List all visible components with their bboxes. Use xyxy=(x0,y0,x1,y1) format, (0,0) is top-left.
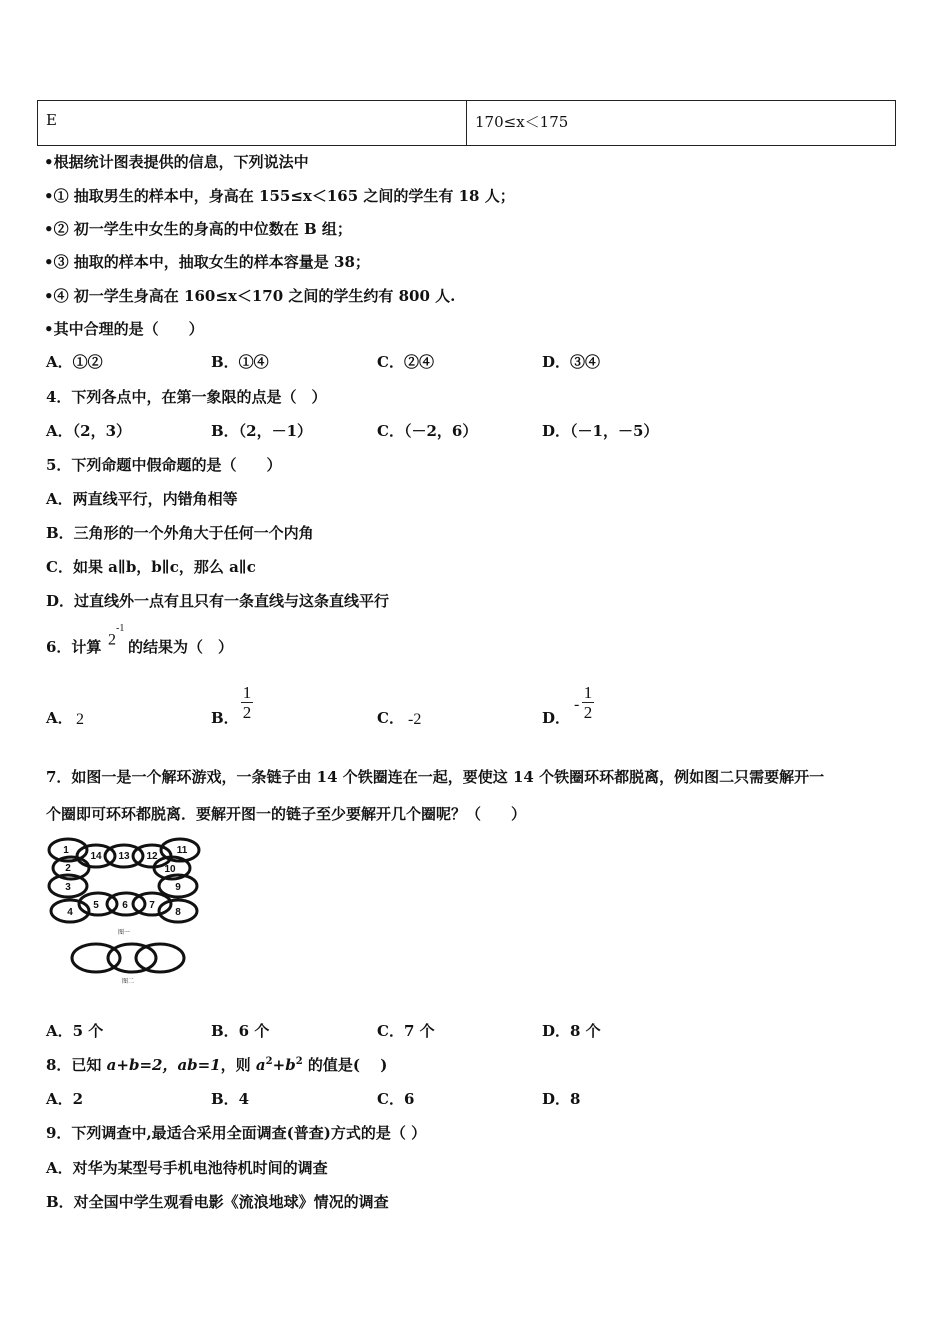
q6-option-b-fraction xyxy=(241,683,253,722)
q4-option-a: A．（2，3） xyxy=(46,422,132,440)
fraction-numerator: 1 xyxy=(242,683,252,702)
fraction-numerator: 1 xyxy=(583,683,593,702)
ring-label-13: 13 xyxy=(118,851,130,862)
statement-4: •④ 初一学生身高在 160≤x＜170 之间的学生约有 800 人. xyxy=(44,287,456,305)
q8-suffix: 的值是( ) xyxy=(302,1056,388,1074)
q7-question-line1: 7．如图一是一个解环游戏，一条链子由 14 个铁圈连在一起，要使这 14 个铁圈环环都脱离，例如图二只需要解开一 xyxy=(46,768,825,786)
q5-option-d: D．过直线外一点有且只有一条直线与这条直线平行 xyxy=(46,592,390,610)
q5-option-c: C．如果 a∥b，b∥c，那么 a∥c xyxy=(46,558,256,576)
ring-label-7: 7 xyxy=(149,900,155,911)
q8-option-d: D．8 xyxy=(542,1090,581,1108)
q7-option-d: D．8 个 xyxy=(542,1022,601,1040)
statement-intro: •根据统计图表提供的信息，下列说法中 xyxy=(44,153,309,171)
statement-2: •② 初一学生中女生的身高的中位数在 B 组； xyxy=(44,220,352,238)
q4-option-b: B．（2，－1） xyxy=(211,422,313,440)
q7-option-b: B．6 个 xyxy=(211,1022,270,1040)
q4-question: 4．下列各点中，在第一象限的点是（ ） xyxy=(46,388,327,406)
chain-rings-figure xyxy=(46,836,202,986)
q8-mid: ，则 xyxy=(220,1056,256,1074)
ring-label-9: 9 xyxy=(175,882,181,893)
q4-option-d: D．（－1，－5） xyxy=(542,422,659,440)
statement-1: •① 抽取男生的样本中，身高在 155≤x＜165 之间的学生有 18 人； xyxy=(44,187,515,205)
q5-question: 5．下列命题中假命题的是（ ） xyxy=(46,456,282,474)
q8-option-b: B．4 xyxy=(211,1090,250,1108)
q6-option-d-label: D． xyxy=(542,709,571,727)
ring-label-6: 6 xyxy=(122,900,128,911)
fig1-caption: 图一 xyxy=(117,930,131,936)
table-cell-range: 170≤x＜175 xyxy=(475,113,569,131)
q4-option-c: C．（－2，6） xyxy=(377,422,478,440)
q6-prefix: 6．计算 xyxy=(46,638,102,656)
q6-base: 2 xyxy=(108,631,116,649)
q3-option-b: B．①④ xyxy=(211,353,269,371)
q8-prefix: 8．已知 xyxy=(46,1056,107,1074)
q3-option-d: D．③④ xyxy=(542,353,601,371)
q8-var-b: b xyxy=(285,1056,296,1074)
fraction-denominator: 2 xyxy=(583,703,593,722)
fig2-ring-middle xyxy=(108,944,156,972)
q5-option-b: B．三角形的一个外角大于任何一个内角 xyxy=(46,524,314,542)
fraction-denominator: 2 xyxy=(242,703,252,722)
ring-label-1: 1 xyxy=(63,845,69,856)
q8-option-c: C．6 xyxy=(377,1090,415,1108)
q9-option-a: A．对华为某型号手机电池待机时间的调查 xyxy=(46,1159,328,1177)
ring-label-8: 8 xyxy=(175,907,181,918)
ring-label-11: 11 xyxy=(176,845,188,856)
q6-option-a-value: 2 xyxy=(76,711,84,728)
ring-label-12: 12 xyxy=(146,851,158,862)
q6-option-a-label: A． xyxy=(46,709,73,727)
q6-option-d-fraction xyxy=(582,683,594,722)
q6-exponent: -1 xyxy=(116,623,125,634)
q6-suffix: 的结果为（ ） xyxy=(128,638,234,656)
q6-power xyxy=(108,623,125,649)
q3-option-a: A．①② xyxy=(46,353,103,371)
q7-option-a: A．5 个 xyxy=(46,1022,104,1040)
q6-option-d-sign: - xyxy=(574,696,580,713)
ring-label-4: 4 xyxy=(67,907,73,918)
ring-label-10: 10 xyxy=(164,864,176,875)
table-cell-group: E xyxy=(38,101,467,145)
q6-option-c-label: C． xyxy=(377,709,404,727)
ring-label-5: 5 xyxy=(93,900,99,911)
q8-question xyxy=(46,1054,387,1075)
q5-option-a: A．两直线平行，内错角相等 xyxy=(46,490,238,508)
q8-var-a: a xyxy=(255,1056,266,1074)
q9-option-b: B．对全国中学生观看电影《流浪地球》情况的调查 xyxy=(46,1193,389,1211)
statement-3: •③ 抽取的样本中，抽取女生的样本容量是 38； xyxy=(44,253,370,271)
q7-option-c: C．7 个 xyxy=(377,1022,435,1040)
q6-option-b-label: B． xyxy=(211,709,239,727)
q9-question: 9．下列调查中,最适合采用全面调查(普查)方式的是（ ） xyxy=(46,1124,427,1142)
q6-option-c-value: -2 xyxy=(408,711,422,728)
ring-label-14: 14 xyxy=(90,851,102,862)
ring-label-3: 3 xyxy=(65,882,71,893)
q8-plus: + xyxy=(272,1056,286,1074)
q8-square-b: 2 xyxy=(295,1056,303,1067)
fig2-caption: 图二 xyxy=(121,979,135,985)
statement-ask: •其中合理的是（ ） xyxy=(44,320,204,338)
fig2-ring-right xyxy=(136,944,184,972)
q3-option-c: C．②④ xyxy=(377,353,434,371)
q8-option-a: A．2 xyxy=(46,1090,84,1108)
q8-square-a: 2 xyxy=(265,1056,273,1067)
q7-question-line2: 个圈即可环环都脱离．要解开图一的链子至少要解开几个圈呢？（ ） xyxy=(46,805,527,823)
height-group-table-row xyxy=(37,100,896,146)
ring-label-2: 2 xyxy=(65,863,71,874)
q8-condition: a+b=2，ab=1 xyxy=(106,1056,221,1074)
